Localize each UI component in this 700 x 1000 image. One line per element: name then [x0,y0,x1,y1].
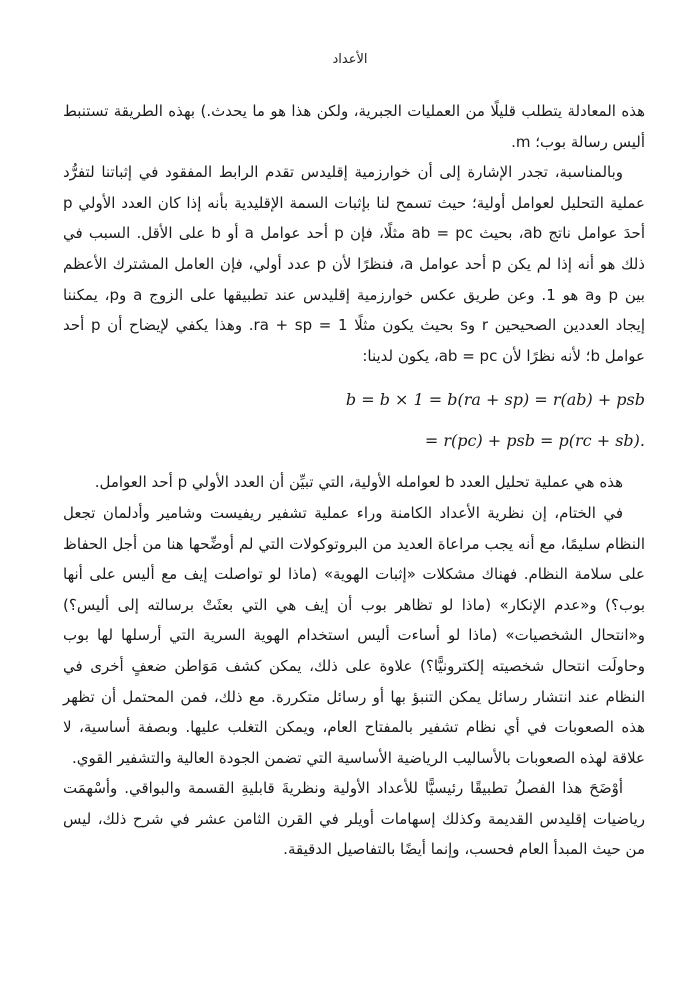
running-header: الأعداد [332,52,368,67]
paragraph-2: وبالمناسبة، تجدر الإشارة إلى أن خوارزمية إقليدس تقدم الرابط المفقود في إثباتنا لتفرُّد عملية التحليل لعوامل أولية؛ حيث تسمح لنا بإثبات السمة الإقليدية بأنه إذا كان العدد الأولي p أحدَ عوامل ناتج ab، بحيث ab = pc مثلًا، فإن p أحد عوامل a أو b على الأقل. السبب في ذلك هو أنه إذا لم يكن p أحد عوامل a، فنظرًا لأن p عدد أولي، فإن العامل المشترك الأعظم بين p وa هو 1. وعن طريق عكس خوارزمية إقليدس عند تطبيقها على الزوج a وp، يمكننا إيجاد العددين الصحيحين r وs بحيث يكون مثلًا ra + sp = 1. وهذا يكفي لإيضاح أن p أحد عوامل b؛ لأنه نظرًا لأن ab = pc، يكون لدينا: [63,163,645,365]
equation-line-2: = r(pc) + psb = p(rc + sb). [424,431,645,451]
paragraph-3: هذه هي عملية تحليل العدد b لعوامله الأولية، التي تبيِّن أن العدد الأولي p أحد العوامل. [94,473,623,492]
paragraph-5: أوْضَحَ هذا الفصلُ تطبيقًا رئيسيًّا للأعداد الأولية ونظريةَ قابليةِ القسمة والبواقي. وأسْهمَت رياضيات إقليدس القديمة وكذلك إسهامات أويلر في القرن الثامن عشر في شرح ذلك، ليس من حيث المبدأ العام فحسب، وإنما أيضًا بالتفاصيل الدقيقة. [63,779,645,859]
equation-block [63,371,645,467]
paragraph-4: في الختام، إن نظرية الأعداد الكامنة وراء عملية تشفير ريفيست وشامير وأدلمان تجعل النظام سليمًا، مع أنه يجب مراعاة العديد من البروتوكولات التي لم أوضِّحها هنا من أجل الحفاظ على سلامة النظام. فهناك مشكلات «إثبات الهوية» (ماذا لو تواصلت إيف مع أليس على أنها بوب؟) و«عدم الإنكار» (ماذا لو تظاهر بوب أن إيف هي التي بعثَتْ برسالته إلى أليس؟) و«انتحال الشخصيات» (ماذا لو أساءت أليس استخدام الهوية السرية التي أرسلها لها بوب وحاولَت انتحال شخصيته إلكترونيًّا؟) علاوة على ذلك، يمكن كشف مَوَاطن ضعفٍ أخرى في النظام عند انتشار رسائل يمكن التنبؤ بها أو رسائل متكررة. مع ذلك، فمن المحتمل أن تظهر هذه الصعوبات في أي نظام تشفير بالمفتاح العام، ويمكن التغلب عليها. وبصفة أساسية، لا علاقة لهذه الصعوبات بالأساليب الرياضية الأساسية التي تضمن الجودة العالية والتشفير القوي. [63,503,645,767]
paragraph-1: هذه المعادلة يتطلب قليلًا من العمليات الجبرية، ولكن هذا هو ما يحدث.) بهذه الطريقة تستنبط أليس رسالة بوب؛ m. [63,102,645,151]
body-text [63,96,645,865]
equation-line-1: b = b × 1 = b(ra + sp) = r(ab) + psb [345,390,645,410]
